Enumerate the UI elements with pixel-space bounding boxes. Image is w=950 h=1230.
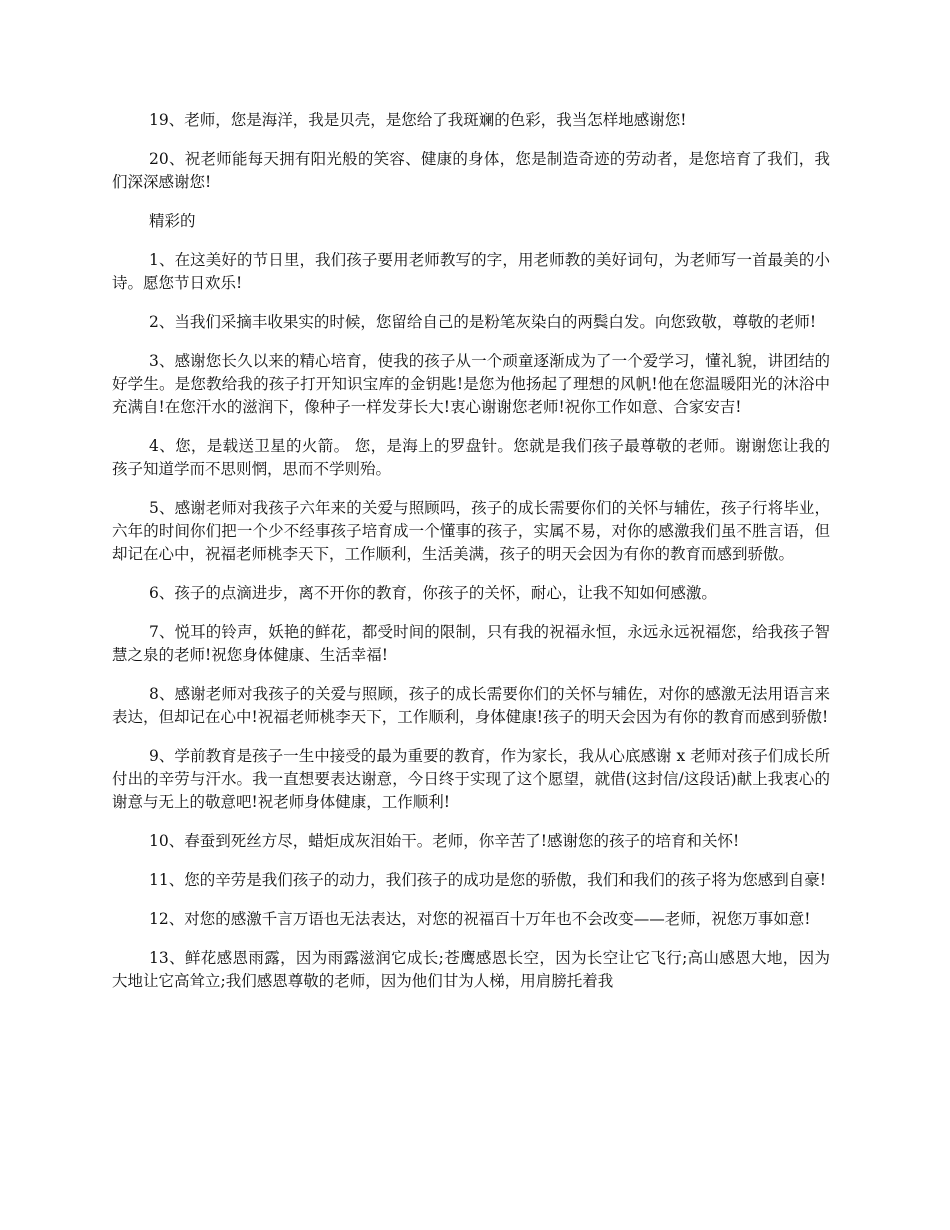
paragraph-4: 4、您，是载送卫星的火箭。 您，是海上的罗盘针。您就是我们孩子最尊敬的老师。谢谢您让我的孩子知道学而不思则惘，思而不学则殆。 bbox=[112, 437, 830, 478]
paragraph-6: 6、孩子的点滴进步，离不开你的教育，你孩子的关怀，耐心，让我不知如何感激。 bbox=[149, 584, 717, 602]
paragraph-1: 1、在这美好的节日里，我们孩子要用老师教写的字，用老师教的美好词句，为老师写一首最美的小诗。愿您节日欢乐! bbox=[112, 251, 830, 292]
paragraph-2: 2、当我们采摘丰收果实的时候，您留给自己的是粉笔灰染白的两鬓白发。向您致敬，尊敬的老师! bbox=[149, 313, 817, 331]
paragraph-3: 3、感谢您长久以来的精心培育，使我的孩子从一个顽童逐渐成为了一个爱学习，懂礼貌，讲团结的好学生。是您教给我的孩子打开知识宝库的金钥匙!是您为他扬起了理想的风帆!他在您温暖阳光的沐浴中充满自!在您汗水的滋润下，像种子一样发芽长大!衷心谢谢您老师!祝你工作如意、合家安吉! bbox=[112, 352, 830, 416]
paragraph-13: 13、鲜花感恩雨露，因为雨露滋润它成长;苍鹰感恩长空，因为长空让它飞行;高山感恩大地，因为大地让它高耸立;我们感恩尊敬的老师，因为他们甘为人梯，用肩膀托着我 bbox=[112, 949, 830, 990]
paragraph-7: 7、悦耳的铃声，妖艳的鲜花，都受时间的限制，只有我的祝福永恒，永远永远祝福您，给我孩子智慧之泉的老师!祝您身体健康、生活幸福! bbox=[112, 623, 830, 664]
paragraph-20: 20、祝老师能每天拥有阳光般的笑容、健康的身体，您是制造奇迹的劳动者，是您培育了我们，我们深深感谢您! bbox=[112, 150, 830, 191]
paragraph-5: 5、感谢老师对我孩子六年来的关爱与照顾吗，孩子的成长需要你们的关怀与辅佐，孩子行将毕业，六年的时间你们把一个少不经事孩子培育成一个懂事的孩子，实属不易，对你的感激我们虽不胜言语，但却记在心中，祝福老师桃李天下，工作顺利，生活美满，孩子的明天会因为有你的教育而感到骄傲。 bbox=[112, 499, 830, 563]
document-body bbox=[112, 109, 830, 1009]
paragraph-11: 11、您的辛劳是我们孩子的动力，我们孩子的成功是您的骄傲，我们和我们的孩子将为您感到自豪! bbox=[149, 871, 826, 889]
paragraph-8: 8、感谢老师对我孩子的关爱与照顾，孩子的成长需要你们的关怀与辅佐，对你的感激无法用语言来表达，但却记在心中!祝福老师桃李天下，工作顺利，身体健康!孩子的明天会因为有你的教育而感到骄傲! bbox=[112, 685, 830, 726]
paragraph-12: 12、对您的感激千言万语也无法表达，对您的祝福百十万年也不会改变——老师，祝您万事如意! bbox=[149, 910, 811, 928]
paragraph-10: 10、春蚕到死丝方尽，蜡炬成灰泪始干。老师，你辛苦了!感谢您的孩子的培育和关怀! bbox=[149, 832, 740, 850]
section-heading: 精彩的 bbox=[149, 212, 196, 230]
paragraph-9: 9、学前教育是孩子一生中接受的最为重要的教育，作为家长，我从心底感谢 x 老师对孩子们成长所付出的辛劳与汗水。我一直想要表达谢意，今日终于实现了这个愿望，就借(这封信/这段话)献上我衷心的谢意与无上的敬意吧!祝老师身体健康，工作顺利! bbox=[112, 747, 830, 811]
paragraph-19: 19、老师，您是海洋，我是贝壳，是您给了我斑斓的色彩，我当怎样地感谢您! bbox=[149, 111, 687, 129]
